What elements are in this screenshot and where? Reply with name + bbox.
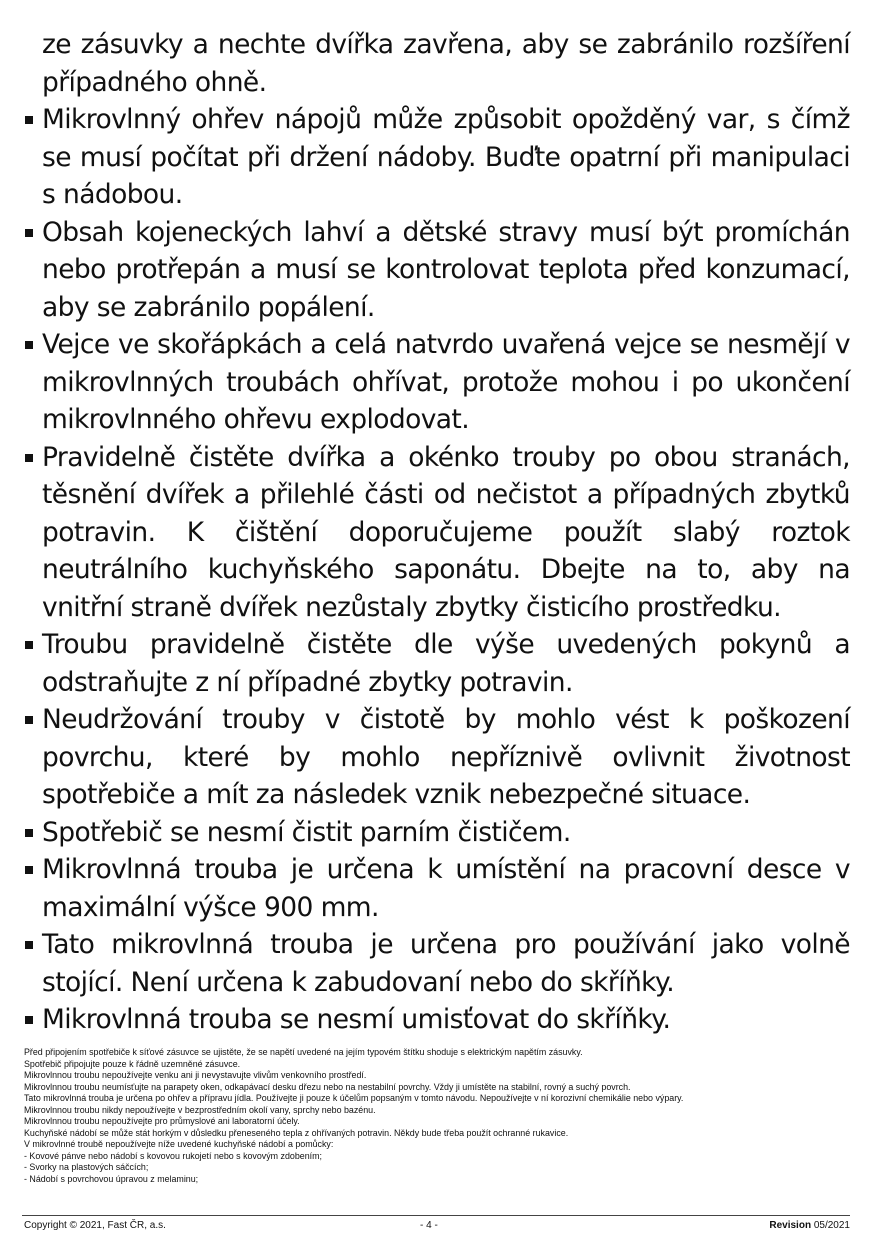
bullet-item-6: Neudržování trouby v čistotě by mohlo vést k poškození povrchu, které by mohlo nepříznivě ovlivnit životnost spotřebiče a mít za následek vznik nebezpečné situace. xyxy=(22,701,850,814)
bullet-item-3: Vejce ve skořápkách a celá natvrdo uvařená vejce se nesmějí v mikrovlnných troubách ohřívat, protože mohou i po ukončení mikrovlnného ohřevu explodovat. xyxy=(22,326,850,439)
bullet-square-icon xyxy=(25,229,33,237)
bullet-item-1: Mikrovlnný ohřev nápojů může způsobit opožděný var, s čímž se musí počítat při držení nádoby. Buďte opatrní při manipulaci s nádobou. xyxy=(22,101,850,214)
fine-print-line: Před připojením spotřebiče k síťové zásuvce se ujistěte, že se napětí uvedené na jejím typovém štítku shoduje s elektrickým napětím zásuvky. xyxy=(24,1047,583,1057)
fine-print-line: Tato mikrovlnná trouba je určena po ohřev a přípravu jídla. Používejte ji pouze k účelům popsaným v tomto návodu. Nepoužívejte v ní korozivní chemikálie nebo výpary. xyxy=(24,1093,684,1103)
bullet-square-icon xyxy=(25,341,33,349)
bullet-square-icon xyxy=(25,641,33,649)
bullet-item-10: Mikrovlnná trouba se nesmí umisťovat do skříňky. xyxy=(22,1001,850,1039)
bullet-item-8: Mikrovlnná trouba je určena k umístění na pracovní desce v maximální výšce 900 mm. xyxy=(22,851,850,926)
bullet-item-7: Spotřebič se nesmí čistit parním čističem. xyxy=(22,814,850,852)
fine-print-line: - Nádobí s povrchovou úpravou z melaminu; xyxy=(24,1173,199,1184)
copyright-text: Copyright © 2021, Fast ČR, a.s. xyxy=(24,1220,166,1231)
fine-print-line: Mikrovlnnou troubu nepoužívejte pro průmyslové ani laboratorní účely. xyxy=(24,1116,300,1126)
bullet-item-4: Pravidelně čistěte dvířka a okénko trouby po obou stranách, těsnění dvířek a přilehlé části od nečistot a případných zbytků potravin. K čištění doporučujeme použít slabý roztok neutrálního kuchyňského saponátu. Dbejte na to, aby na vnitřní straně dvířek nezůstaly zbytky čisticího prostředku. xyxy=(22,439,850,627)
bullet-square-icon xyxy=(25,829,33,837)
bullet-item-9: Tato mikrovlnná trouba je určena pro používání jako volně stojící. Není určena k zabudovaní nebo do skříňky. xyxy=(22,926,850,1001)
fine-print-notes xyxy=(24,1047,854,1185)
fine-print-line: - Kovové pánve nebo nádobí s kovovou rukojetí nebo s kovovým zdobením; xyxy=(24,1150,322,1161)
bullet-square-icon xyxy=(25,116,33,124)
bullet-square-icon xyxy=(25,716,33,724)
bullet-item-5: Troubu pravidelně čistěte dle výše uvedených pokynů a odstraňujte z ní případné zbytky potravin. xyxy=(22,626,850,701)
fine-print-line: Kuchyňské nádobí se může stát horkým v důsledku přeneseného tepla z ohřívaných potravin. Někdy bude třeba použít ochranné rukavice. xyxy=(24,1127,569,1138)
footer-divider xyxy=(22,1215,850,1216)
main-text xyxy=(22,26,850,1039)
bullet-square-icon xyxy=(25,941,33,949)
revision-info xyxy=(769,1220,850,1231)
fine-print-line: Mikrovlnnou troubu nepoužívejte venku ani ji nevystavujte vlivům venkovního prostředí. xyxy=(24,1070,367,1080)
revision-date: 05/2021 xyxy=(813,1220,850,1231)
fine-print-line: Mikrovlnnou troubu nikdy nepoužívejte v bezprostředním okolí vany, sprchy nebo bazénu. xyxy=(24,1104,376,1115)
bullet-square-icon xyxy=(25,454,33,462)
fine-print-line: Spotřebič připojujte pouze k řádně uzemněné zásuvce. xyxy=(24,1058,241,1069)
fine-print-line: Mikrovlnnou troubu neumísťujte na parapety oken, odkapávací desku dřezu nebo na nestabilní povrchy. Vždy ji umístěte na stabilní, rovný a suchý povrch. xyxy=(24,1081,631,1092)
page-number: - 4 - xyxy=(420,1220,438,1231)
fine-print-line: V mikrovlnné troubě nepoužívejte níže uvedené kuchyňské nádobí a pomůcky: xyxy=(24,1139,334,1149)
bullet-square-icon xyxy=(25,866,33,874)
continuation-paragraph: ze zásuvky a nechte dvířka zavřena, aby se zabránilo rozšíření případného ohně. xyxy=(42,29,850,98)
bullet-square-icon xyxy=(25,1016,33,1024)
fine-print-line: - Svorky na plastových sáčcích; xyxy=(24,1162,149,1172)
bullet-item-2: Obsah kojeneckých lahví a dětské stravy musí být promíchán nebo protřepán a musí se kontrolovat teplota před konzumací, aby se zabránilo popálení. xyxy=(22,214,850,327)
revision-label: Revision xyxy=(769,1220,812,1231)
